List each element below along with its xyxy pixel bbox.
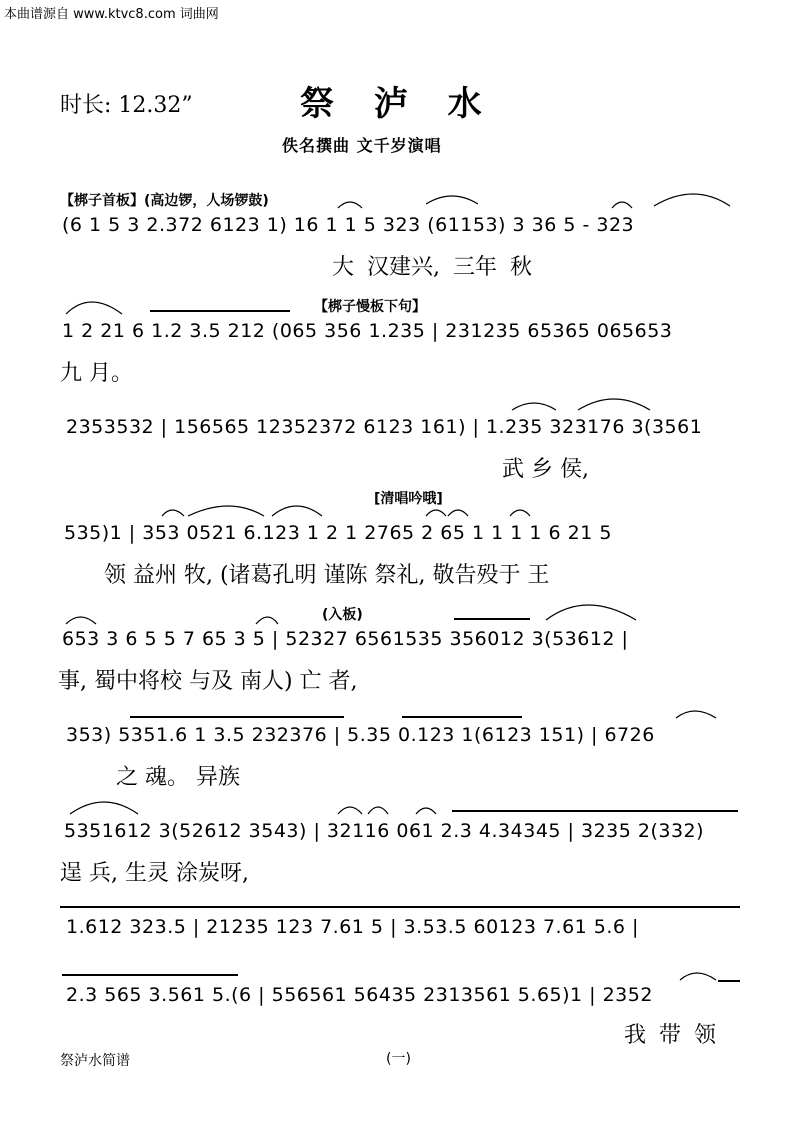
footer-title: 祭泸水简谱 — [60, 1053, 130, 1069]
section-label-2: 【梆子慢板下句】 — [314, 299, 426, 315]
footer-page-number: (一) — [386, 1051, 411, 1067]
beam-line — [452, 810, 738, 812]
score-row-2-notes: 1 2 21 6 1.2 3.5 212 (065 356 1.235 | 231235 65365 065653 — [62, 320, 673, 342]
duration-label: 时长: 12.32” — [60, 93, 193, 118]
score-row-3-lyrics: 武 乡 侯, — [502, 457, 589, 482]
composer-credit: 佚名撰曲 文千岁演唱 — [282, 136, 442, 155]
beam-line — [454, 618, 530, 620]
song-title: 祭 泸 水 — [300, 84, 496, 124]
score-row-7-lyrics: 逞 兵, 生灵 涂炭呀, — [60, 861, 249, 886]
score-row-9-notes: 2.3 565 3.561 5.(6 | 556561 56435 2313561 5.65)1 | 2352 — [66, 984, 653, 1006]
score-row-6-notes: 353) 5351.6 1 3.5 232376 | 5.35 0.123 1(6123 151) | 6726 — [66, 724, 655, 746]
score-row-6-lyrics: 之 魂。 异族 — [116, 765, 240, 790]
score-row-5-lyrics: 事, 蜀中将校 与及 南人) 亡 者, — [58, 669, 358, 694]
score-row-2-lyrics: 九 月。 — [60, 361, 133, 386]
beam-line — [60, 906, 740, 908]
score-row-1-notes: (6 1 5 3 2.372 6123 1) 16 1 1 5 323 (61153) 3 36 5 - 323 — [62, 214, 635, 236]
beam-line — [402, 716, 522, 718]
section-label-3: [清唱吟哦] — [374, 491, 443, 507]
score-row-4-notes: 535)1 | 353 0521 6.123 1 2 1 2765 2 65 1 1 1 1 6 21 5 — [64, 522, 612, 544]
score-row-3-notes: 2353532 | 156565 12352372 6123 161) | 1.235 323176 3(3561 — [66, 416, 703, 438]
score-row-5-notes: 653 3 6 5 5 7 65 3 5 | 52327 6561535 356012 3(53612 | — [62, 628, 629, 650]
score-row-1-lyrics: 大 汉建兴, 三年 秋 — [332, 255, 532, 280]
beam-line — [62, 974, 238, 976]
section-label-1: 【梆子首板】(高边锣，人场锣鼓) — [60, 193, 269, 209]
score-row-9-lyrics: 我 带 领 — [624, 1023, 716, 1048]
score-row-7-notes: 5351612 3(52612 3543) | 32116 061 2.3 4.34345 | 3235 2(332) — [64, 820, 705, 842]
section-label-4: (入板) — [322, 607, 363, 623]
score-row-8-notes: 1.612 323.5 | 21235 123 7.61 5 | 3.53.5 60123 7.61 5.6 | — [66, 916, 639, 938]
beam-line — [718, 980, 740, 982]
beam-line — [130, 716, 344, 718]
source-site-text: 本曲谱源自 www.ktvc8.com 词曲网 — [4, 7, 219, 22]
beam-line — [150, 310, 290, 312]
score-row-4-lyrics: 领 益州 牧, (诸葛孔明 谨陈 祭礼, 敬告殁于 王 — [104, 563, 550, 588]
